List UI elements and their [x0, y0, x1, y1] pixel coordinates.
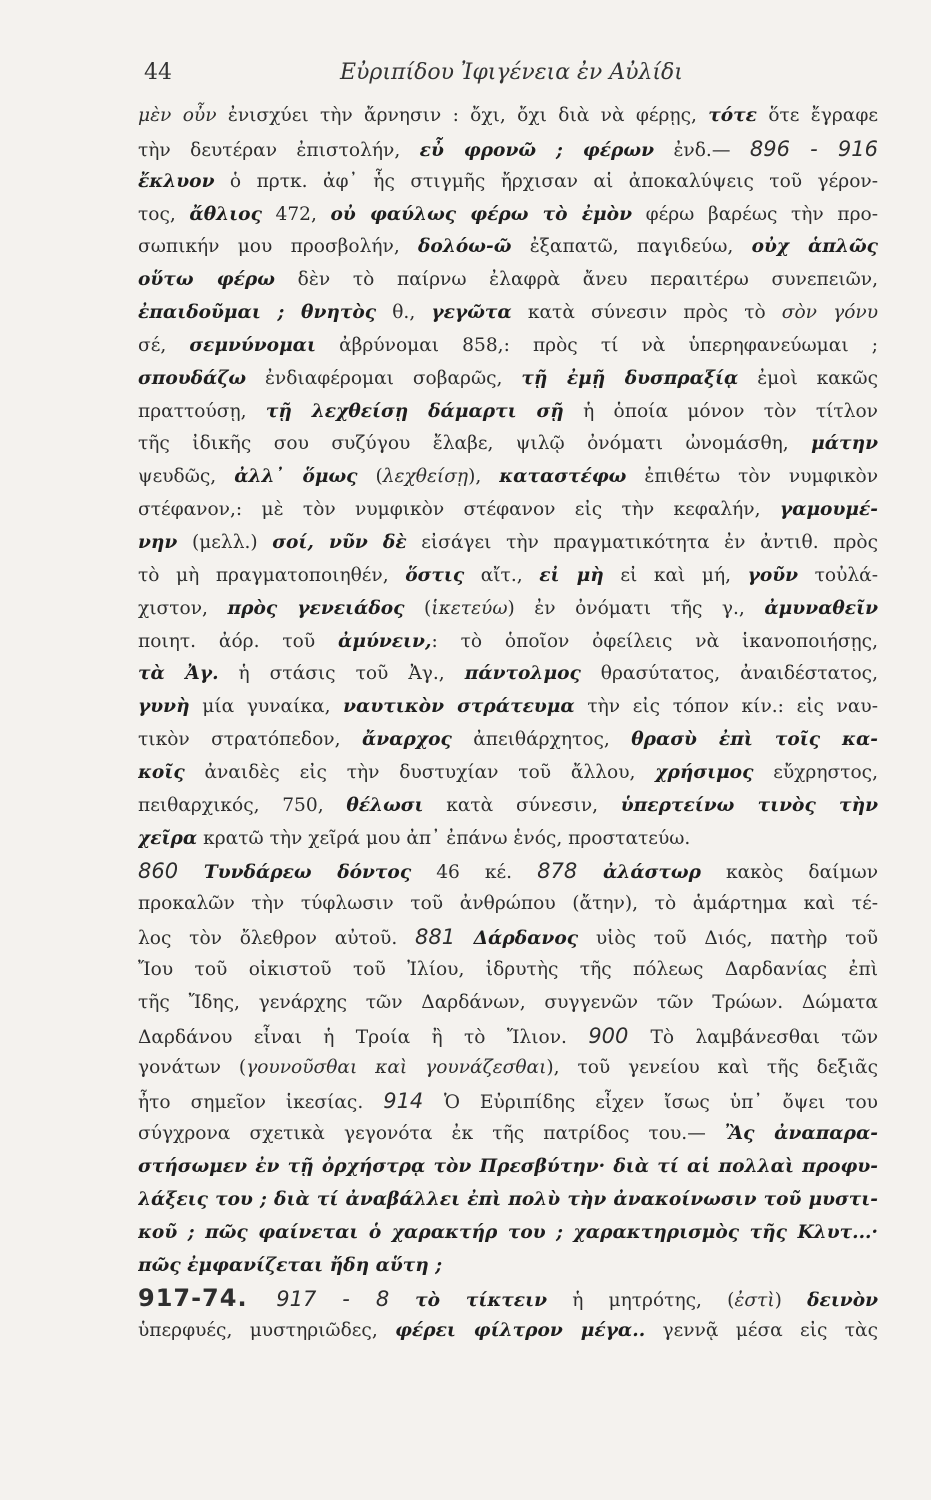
lemma: θέλωσι — [346, 794, 424, 816]
verse-number: 878 — [537, 859, 603, 884]
text-segment: κρατῶ τὴν χεῖρά μου ἀπ᾽ ἐπάνω ἑνός, προστατεύω. — [197, 827, 691, 849]
text-line — [138, 527, 878, 560]
text-segment: ἐνδιαφέρομαι σοβαρῶς, — [246, 367, 522, 389]
text-segment: ἐμοὶ κακῶς — [738, 367, 878, 389]
text-segment: ἐπιθέτω τὸν νυμφικὸν — [626, 466, 878, 488]
lemma: Ἂς ἀναπαρα- — [724, 1123, 878, 1145]
lemma: τὸ τίκτειν — [415, 1290, 547, 1312]
text-segment: εἰσάγει τὴν πραγματικότητα ἐν ἀντιθ. πρὸς — [406, 531, 878, 553]
text-line — [138, 855, 878, 888]
text-segment: ὁ πρτκ. ἀφ᾽ ἧς στιγμῆς ἤρχισαν αἱ ἀποκαλύψεις τοῦ γέρον- — [214, 170, 878, 192]
text-line — [138, 1250, 878, 1283]
text-line — [138, 987, 878, 1020]
text-segment: αἴτ., — [464, 564, 540, 586]
text-line — [138, 1085, 878, 1118]
text-segment: σέ, — [138, 334, 190, 356]
text-line — [138, 428, 878, 461]
lemma: εὖ φρονῶ ; φέρων — [419, 139, 655, 161]
text-segment: ἀναιδὲς εἰς τὴν δυστυχίαν τοῦ ἄλλου, — [184, 761, 656, 783]
text-segment: τοὐλά- — [798, 564, 878, 586]
text-segment: φέρω βαρέως τὴν προ- — [631, 203, 878, 225]
text-segment: ὅτε ἔγραφε — [756, 105, 878, 126]
lemma: καταστέφω — [499, 466, 627, 488]
text-segment: τῆς ἰδικῆς σου συζύγου ἔλαβε, ψιλῷ ὀνόματι ὠνομάσθη, — [138, 433, 812, 455]
text-line — [138, 396, 878, 429]
text-line — [138, 1052, 878, 1085]
text-segment: ἐνισχύει τὴν ἄρνησιν : ὄχι, ὄχι διὰ νὰ φέρῃς, — [216, 105, 709, 126]
lemma: νην — [138, 531, 178, 553]
text-line — [138, 658, 878, 691]
text-line — [138, 297, 878, 330]
lemma: τὰ Ἀγ. — [138, 663, 219, 685]
text-segment: σωπικήν μου προσβολήν, — [138, 236, 419, 258]
text-line — [138, 1151, 878, 1184]
text-line — [138, 1315, 878, 1348]
text-segment: γουνοῦσθαι καὶ γουνάζεσθαι — [246, 1057, 547, 1079]
text-segment: τος, — [138, 203, 190, 225]
text-line — [138, 199, 878, 232]
text-line — [138, 1020, 878, 1053]
lemma: ἔκλυον — [138, 170, 215, 192]
lemma: δολόω-ῶ — [418, 236, 512, 258]
text-segment: εἰ καὶ μή, — [603, 564, 748, 586]
text-segment: σύγχρονα σχετικὰ γεγονότα ἐκ τῆς πατρίδος του.— — [138, 1123, 725, 1145]
lemma: μάτην — [811, 433, 878, 455]
text-segment: πραττούσῃ, — [138, 400, 266, 422]
text-line — [138, 1184, 878, 1217]
text-line — [138, 626, 878, 659]
lemma: λάξεις του ; διὰ τί ἀναβάλλει ἐπὶ πολὺ τὴν ἀνακοίνωσιν τοῦ μυστι- — [138, 1188, 878, 1210]
text-segment: κατὰ σύνεσιν, — [423, 794, 621, 816]
lemma: τῇ ἐμῇ δυσπραξίᾳ — [521, 367, 739, 389]
lemma: γαμουμέ- — [779, 499, 878, 521]
text-segment: ἀπειθάρχητος, — [451, 729, 632, 751]
text-line — [138, 166, 878, 199]
lemma: τότε — [708, 105, 757, 126]
text-line — [138, 461, 878, 494]
verse-number: 914 — [383, 1089, 444, 1114]
lemma: σπουδάζω — [138, 367, 247, 389]
text-line — [138, 757, 878, 790]
text-segment: ψευδῶς, — [138, 466, 235, 488]
lemma: ἀμύνειν, — [338, 630, 432, 652]
lemma: πάντολμος — [464, 663, 581, 685]
text-segment: ἡ στάσις τοῦ Ἀγ., — [218, 663, 465, 685]
text-segment: γεννᾷ μέσα εἰς τὰς — [645, 1320, 878, 1342]
text-segment: σὸν γόνυ — [781, 302, 878, 324]
text-line — [138, 724, 878, 757]
verse-number: 896 - 916 — [749, 136, 878, 161]
lemma: γεγῶτα — [431, 302, 512, 324]
text-segment: ἱκετεύω — [431, 597, 508, 619]
lemma: σεμνύνομαι — [189, 334, 316, 356]
text-segment: προκαλῶν τὴν τύφλωσιν τοῦ ἀνθρώπου (ἄτην), τὸ ἁμάρτημα καὶ τέ- — [138, 893, 878, 915]
text-segment: : τὸ ὁποῖον ὀφείλεις νὰ ἱκανοποιήσῃς, — [431, 630, 878, 652]
text-line — [138, 790, 878, 823]
text-segment: κατὰ σύνεσιν πρὸς τὸ — [511, 302, 782, 324]
text-segment: ποιητ. ἀόρ. τοῦ — [138, 630, 339, 652]
text-segment: δὲν τὸ παίρνω ἐλαφρὰ ἄνευ περαιτέρω συνεπειῶν, — [274, 269, 878, 291]
text-line — [138, 1118, 878, 1151]
lemma: ἐπαιδοῦμαι ; θνητὸς — [138, 302, 377, 324]
text-segment: χιστον, — [138, 597, 228, 619]
text-line — [138, 264, 878, 297]
text-line — [138, 494, 878, 527]
text-segment: 46 κέ. — [411, 862, 538, 884]
text-segment: ἐνδ.— — [654, 139, 750, 161]
lemma: γοῦν — [747, 564, 799, 586]
text-segment: ( — [404, 597, 432, 619]
text-segment: (μελλ.) — [177, 531, 273, 553]
lemma: γυνὴ — [138, 696, 190, 718]
lemma: ὑπερτείνω τινὸς τὴν — [620, 794, 878, 816]
text-line — [138, 1282, 878, 1315]
text-segment: υἱὸς τοῦ Διός, πατὴρ τοῦ — [578, 928, 878, 950]
text-segment: ἡ ὁποία μόνον τὸν τίτλον — [563, 400, 878, 422]
text-segment: τὴν δευτέραν ἐπιστολήν, — [138, 139, 420, 161]
text-line — [138, 1217, 878, 1250]
lemma: ἀλλ᾽ ὅμως — [234, 466, 358, 488]
text-line — [138, 691, 878, 724]
page-number: 44 — [144, 60, 172, 85]
lemma: οὕτω φέρω — [138, 269, 275, 291]
text-segment: τικὸν στρατόπεδον, — [138, 729, 362, 751]
text-segment: γονάτων ( — [138, 1057, 247, 1079]
lemma: κοῖς — [138, 761, 185, 783]
page-header — [140, 56, 880, 96]
running-title: Εὐριπίδου Ἰφιγένεια ἐν Αὐλίδι — [340, 60, 683, 85]
text-segment: ) ἐν ὀνόματι τῆς γ., — [507, 597, 765, 619]
text-segment: τῆς Ἴδης, γενάρχης τῶν Δαρδάνων, συγγενῶν τῶν Τρώων. Δώματα — [138, 991, 878, 1013]
lemma: θρασὺ ἐπὶ τοῖς κα- — [631, 729, 878, 751]
text-segment: τὴν εἰς τόπον κίν.: εἰς ναυ- — [574, 696, 878, 718]
text-segment: λος τὸν ὄλεθρον αὐτοῦ. — [138, 928, 416, 950]
text-segment: ( — [357, 466, 383, 488]
text-segment: μία γυναίκα, — [189, 696, 344, 718]
lemma: ὅστις — [405, 564, 465, 586]
text-segment: Δαρδάνου εἶναι ἡ Τροία ἢ τὸ Ἴλιον. — [138, 1026, 589, 1048]
lemma: ἀμυναθεῖν — [764, 597, 878, 619]
lemma: πρὸς γενειάδος — [227, 597, 405, 619]
lemma: ἄθλιος — [189, 203, 262, 225]
text-segment: κακὸς δαίμων — [700, 862, 878, 884]
text-segment: ἀβρύνομαι 858,: πρὸς τί νὰ ὑπερηφανεύωμαι ; — [316, 334, 878, 356]
lemma: φέρει φίλτρον μέγα.. — [395, 1320, 646, 1342]
text-line — [138, 921, 878, 954]
lemma: εἰ μὴ — [539, 564, 604, 586]
text-segment: ἡ μητρότης, ( — [547, 1290, 735, 1312]
text-line — [138, 363, 878, 396]
text-segment: ), — [468, 466, 500, 488]
text-line — [138, 823, 878, 856]
verse-number: 860 — [138, 859, 204, 884]
text-segment: θρασύτατος, ἀναιδέστατος, — [580, 663, 878, 685]
text-segment: ), τοῦ γενείου καὶ τῆς δεξιᾶς — [546, 1057, 878, 1079]
text-line — [138, 888, 878, 921]
text-segment: μὲν οὖν — [138, 105, 217, 126]
text-segment: ) — [774, 1290, 808, 1312]
text-segment: θ., — [376, 302, 432, 324]
commentary-text — [138, 100, 878, 1348]
text-segment: Ἴου τοῦ οἰκιστοῦ τοῦ Ἰλίου, ἱδρυτὴς τῆς πόλεως Δαρδανίας ἐπὶ — [138, 958, 878, 980]
lemma: χρήσιμος — [655, 761, 754, 783]
text-line — [138, 133, 878, 166]
text-segment: Ὁ Εὐριπίδης εἶχεν ἴσως ὑπ᾽ ὄψει του — [444, 1092, 878, 1114]
lemma: χεῖρα — [138, 827, 198, 849]
lemma: Δάρδανος — [473, 928, 579, 950]
lemma: δεινὸν — [807, 1290, 878, 1312]
text-line — [138, 231, 878, 264]
lemma: Τυνδάρεω δόντος — [203, 862, 412, 884]
lemma: πῶς ἐμφανίζεται ἤδη αὕτη ; — [138, 1254, 443, 1276]
text-line — [138, 593, 878, 626]
lemma: οὐ φαύλως φέρω τὸ ἐμὸν — [330, 203, 632, 225]
text-line — [138, 954, 878, 987]
text-segment: εὔχρηστος, — [753, 761, 878, 783]
lemma: ἄναρχος — [361, 729, 452, 751]
lemma: ναυτικὸν στράτευμα — [343, 696, 575, 718]
lemma: κοῦ ; πῶς φαίνεται ὁ χαρακτήρ του ; χαρακτηρισμὸς τῆς Κλυτ...· — [138, 1221, 878, 1243]
text-segment: πειθαρχικός, 750, — [138, 794, 347, 816]
text-segment: Τὸ λαμβάνεσθαι τῶν — [650, 1026, 878, 1048]
text-segment: ἐστὶ — [734, 1290, 775, 1312]
lemma: οὐχ ἁπλῶς — [751, 236, 878, 258]
verse-number: 900 — [588, 1023, 651, 1048]
verse-number: 917 - 8 — [276, 1287, 416, 1312]
verse-number: 881 — [415, 925, 474, 950]
verse-number: 917-74. — [138, 1284, 277, 1313]
lemma: στήσωμεν ἐν τῇ ὀρχήστρᾳ τὸν Πρεσβύτην· διὰ τί αἱ πολλαὶ προφυ- — [138, 1156, 878, 1177]
lemma: ἀλάστωρ — [602, 862, 701, 884]
text-segment: ὑπερφυές, μυστηριῶδες, — [138, 1320, 396, 1342]
text-segment: τὸ μὴ πραγματοποιηθέν, — [138, 564, 406, 586]
text-segment: λεχθείσῃ — [382, 466, 469, 488]
text-line — [138, 100, 878, 133]
text-line — [138, 330, 878, 363]
text-line — [138, 560, 878, 593]
text-segment: ἦτο σημεῖον ἱκεσίας. — [138, 1092, 384, 1114]
lemma: σοί, νῦν δὲ — [272, 531, 407, 553]
text-segment: 472, — [261, 203, 331, 225]
text-segment: στέφανον,: μὲ τὸν νυμφικὸν στέφανον εἰς τὴν κεφαλήν, — [138, 499, 780, 521]
lemma: τῇ λεχθείσῃ δάμαρτι σῇ — [265, 400, 564, 422]
text-segment: ἐξαπατῶ, παγιδεύω, — [511, 236, 752, 258]
